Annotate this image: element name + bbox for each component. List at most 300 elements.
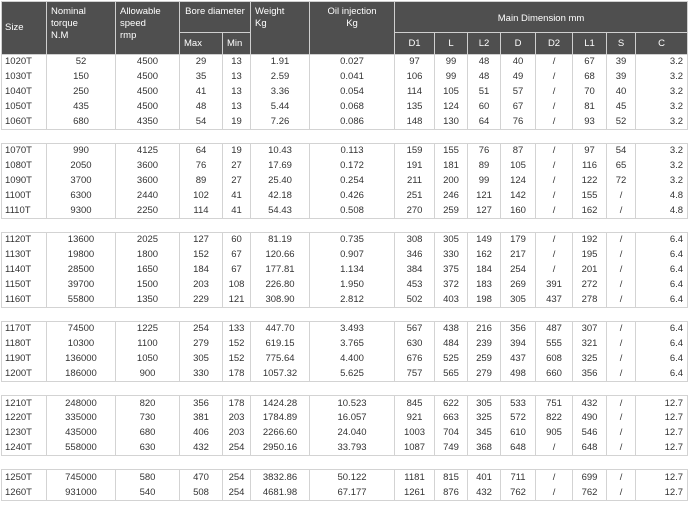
- cell-l2: 76: [468, 143, 501, 158]
- cell-l1: 432: [573, 396, 607, 411]
- cell-l1: 97: [573, 143, 607, 158]
- cell-d: 648: [501, 441, 536, 456]
- cell-allowable-speed: 3600: [116, 174, 180, 189]
- cell-d: 269: [501, 277, 536, 292]
- cell-d1: 211: [395, 174, 435, 189]
- allowable-speed-line-1: Allowable: [120, 6, 161, 17]
- cell-d: 87: [501, 143, 536, 158]
- cell-d2: /: [536, 263, 573, 278]
- cell-d: 572: [501, 411, 536, 426]
- cell-allowable-speed: 1650: [116, 263, 180, 278]
- cell-l: 704: [435, 426, 468, 441]
- cell-weight: 3832.86: [251, 470, 310, 485]
- cell-oil-injection: 0.054: [310, 85, 395, 100]
- col-header-s: S: [607, 33, 636, 55]
- cell-bore-min: 27: [223, 159, 251, 174]
- cell-l: 246: [435, 188, 468, 203]
- cell-l: 259: [435, 203, 468, 218]
- cell-d2: /: [536, 159, 573, 174]
- cell-bore-max: 381: [180, 411, 223, 426]
- cell-l1: 116: [573, 159, 607, 174]
- cell-l2: 239: [468, 337, 501, 352]
- cell-bore-max: 305: [180, 352, 223, 367]
- cell-s: /: [607, 352, 636, 367]
- cell-d: 437: [501, 352, 536, 367]
- cell-size: 1150T: [2, 277, 47, 292]
- cell-oil-injection: 0.508: [310, 203, 395, 218]
- cell-weight: 54.43: [251, 203, 310, 218]
- cell-nominal-torque: 250: [47, 85, 116, 100]
- cell-weight: 2950.16: [251, 441, 310, 456]
- cell-size: 1260T: [2, 485, 47, 500]
- cell-c: 3.2: [636, 85, 688, 100]
- cell-d1: 845: [395, 396, 435, 411]
- cell-s: /: [607, 441, 636, 456]
- cell-c: 3.2: [636, 159, 688, 174]
- cell-d2: /: [536, 188, 573, 203]
- cell-oil-injection: 16.057: [310, 411, 395, 426]
- cell-l2: 305: [468, 396, 501, 411]
- cell-d: 498: [501, 366, 536, 381]
- cell-size: 1250T: [2, 470, 47, 485]
- cell-d1: 1087: [395, 441, 435, 456]
- cell-l: 375: [435, 263, 468, 278]
- group-spacer: [2, 218, 688, 232]
- cell-bore-min: 203: [223, 411, 251, 426]
- cell-allowable-speed: 2250: [116, 203, 180, 218]
- group-spacer: [2, 382, 688, 396]
- cell-d2: 905: [536, 426, 573, 441]
- cell-bore-min: 254: [223, 485, 251, 500]
- cell-nominal-torque: 435000: [47, 426, 116, 441]
- col-header-d2: D2: [536, 33, 573, 55]
- cell-s: /: [607, 263, 636, 278]
- nominal-torque-line-1: Nominal: [51, 6, 86, 17]
- cell-c: 6.4: [636, 337, 688, 352]
- cell-d: 305: [501, 292, 536, 307]
- cell-bore-min: 152: [223, 352, 251, 367]
- cell-oil-injection: 0.254: [310, 174, 395, 189]
- cell-l1: 201: [573, 263, 607, 278]
- cell-weight: 1424.28: [251, 396, 310, 411]
- cell-allowable-speed: 1800: [116, 248, 180, 263]
- cell-weight: 2.59: [251, 70, 310, 85]
- cell-c: 6.4: [636, 366, 688, 381]
- cell-bore-max: 330: [180, 366, 223, 381]
- cell-oil-injection: 0.068: [310, 99, 395, 114]
- cell-l: 438: [435, 321, 468, 336]
- col-header-l1: L1: [573, 33, 607, 55]
- cell-nominal-torque: 990: [47, 143, 116, 158]
- cell-bore-min: 108: [223, 277, 251, 292]
- cell-allowable-speed: 540: [116, 485, 180, 500]
- cell-nominal-torque: 19800: [47, 248, 116, 263]
- cell-size: 1140T: [2, 263, 47, 278]
- cell-l: 200: [435, 174, 468, 189]
- cell-d2: 608: [536, 352, 573, 367]
- cell-bore-min: 254: [223, 470, 251, 485]
- cell-bore-min: 67: [223, 263, 251, 278]
- cell-size: 1240T: [2, 441, 47, 456]
- table-row: [2, 277, 688, 292]
- cell-l1: 278: [573, 292, 607, 307]
- cell-d1: 114: [395, 85, 435, 100]
- cell-d2: /: [536, 470, 573, 485]
- cell-size: 1090T: [2, 174, 47, 189]
- cell-l: 105: [435, 85, 468, 100]
- cell-bore-min: 13: [223, 55, 251, 70]
- cell-oil-injection: 0.027: [310, 55, 395, 70]
- cell-l: 155: [435, 143, 468, 158]
- table-row: [2, 337, 688, 352]
- table-row: [2, 99, 688, 114]
- cell-oil-injection: 33.793: [310, 441, 395, 456]
- cell-size: 1170T: [2, 321, 47, 336]
- col-header-bore-min: Min: [223, 33, 251, 55]
- cell-oil-injection: 5.625: [310, 366, 395, 381]
- cell-oil-injection: 3.765: [310, 337, 395, 352]
- cell-l: 565: [435, 366, 468, 381]
- cell-l2: 89: [468, 159, 501, 174]
- cell-oil-injection: 67.177: [310, 485, 395, 500]
- cell-allowable-speed: 1050: [116, 352, 180, 367]
- cell-d2: 751: [536, 396, 573, 411]
- cell-d1: 1003: [395, 426, 435, 441]
- cell-l1: 648: [573, 441, 607, 456]
- cell-c: 12.7: [636, 470, 688, 485]
- cell-l: 130: [435, 114, 468, 129]
- cell-size: 1070T: [2, 143, 47, 158]
- cell-oil-injection: 0.172: [310, 159, 395, 174]
- table-row: [2, 143, 688, 158]
- cell-d1: 1181: [395, 470, 435, 485]
- cell-l2: 48: [468, 55, 501, 70]
- cell-d: 356: [501, 321, 536, 336]
- table-row: [2, 55, 688, 70]
- cell-d1: 676: [395, 352, 435, 367]
- cell-d2: /: [536, 441, 573, 456]
- cell-l2: 64: [468, 114, 501, 129]
- cell-allowable-speed: 3600: [116, 159, 180, 174]
- cell-c: 3.2: [636, 99, 688, 114]
- cell-l1: 546: [573, 426, 607, 441]
- cell-bore-min: 13: [223, 85, 251, 100]
- col-header-allowable-speed: [116, 2, 180, 55]
- group-spacer-cell: [2, 456, 688, 470]
- table-row: [2, 352, 688, 367]
- cell-s: /: [607, 203, 636, 218]
- col-header-nominal-torque: [47, 2, 116, 55]
- cell-bore-min: 203: [223, 426, 251, 441]
- cell-allowable-speed: 4500: [116, 70, 180, 85]
- cell-bore-max: 127: [180, 232, 223, 247]
- cell-l1: 122: [573, 174, 607, 189]
- cell-size: 1120T: [2, 232, 47, 247]
- table-row: [2, 396, 688, 411]
- cell-allowable-speed: 4350: [116, 114, 180, 129]
- cell-bore-max: 48: [180, 99, 223, 114]
- cell-nominal-torque: 9300: [47, 203, 116, 218]
- cell-nominal-torque: 186000: [47, 366, 116, 381]
- cell-allowable-speed: 1100: [116, 337, 180, 352]
- cell-s: /: [607, 411, 636, 426]
- cell-size: 1210T: [2, 396, 47, 411]
- table-row: [2, 321, 688, 336]
- cell-s: 39: [607, 55, 636, 70]
- cell-l2: 99: [468, 174, 501, 189]
- cell-l1: 307: [573, 321, 607, 336]
- cell-s: 54: [607, 143, 636, 158]
- cell-d: 610: [501, 426, 536, 441]
- group-spacer: [2, 456, 688, 470]
- cell-l1: 321: [573, 337, 607, 352]
- col-header-d: D: [501, 33, 536, 55]
- cell-d: 49: [501, 70, 536, 85]
- cell-l: 99: [435, 55, 468, 70]
- cell-bore-max: 41: [180, 85, 223, 100]
- cell-l1: 155: [573, 188, 607, 203]
- cell-l1: 490: [573, 411, 607, 426]
- weight-label: Weight: [255, 6, 285, 17]
- cell-oil-injection: 4.400: [310, 352, 395, 367]
- cell-c: 3.2: [636, 114, 688, 129]
- cell-bore-min: 41: [223, 188, 251, 203]
- cell-d1: 106: [395, 70, 435, 85]
- cell-weight: 81.19: [251, 232, 310, 247]
- cell-d2: 437: [536, 292, 573, 307]
- cell-d2: 822: [536, 411, 573, 426]
- cell-size: 1230T: [2, 426, 47, 441]
- cell-bore-max: 184: [180, 263, 223, 278]
- cell-s: /: [607, 248, 636, 263]
- cell-bore-min: 60: [223, 232, 251, 247]
- cell-s: /: [607, 277, 636, 292]
- cell-l1: 195: [573, 248, 607, 263]
- cell-l1: 325: [573, 352, 607, 367]
- cell-weight: 25.40: [251, 174, 310, 189]
- cell-s: 45: [607, 99, 636, 114]
- cell-d2: /: [536, 70, 573, 85]
- cell-oil-injection: 50.122: [310, 470, 395, 485]
- cell-allowable-speed: 680: [116, 426, 180, 441]
- cell-bore-min: 254: [223, 441, 251, 456]
- cell-weight: 3.36: [251, 85, 310, 100]
- cell-d1: 191: [395, 159, 435, 174]
- cell-bore-max: 508: [180, 485, 223, 500]
- cell-allowable-speed: 820: [116, 396, 180, 411]
- cell-d2: /: [536, 143, 573, 158]
- cell-l2: 216: [468, 321, 501, 336]
- table-row: [2, 263, 688, 278]
- cell-c: 6.4: [636, 321, 688, 336]
- allowable-speed-line-2: speed: [120, 18, 146, 29]
- cell-size: 1160T: [2, 292, 47, 307]
- cell-allowable-speed: 4500: [116, 85, 180, 100]
- cell-oil-injection: 0.086: [310, 114, 395, 129]
- cell-c: 6.4: [636, 248, 688, 263]
- cell-d2: /: [536, 55, 573, 70]
- table-row: [2, 85, 688, 100]
- allowable-speed-unit: rmp: [120, 30, 137, 41]
- cell-c: 6.4: [636, 352, 688, 367]
- cell-bore-min: 13: [223, 99, 251, 114]
- cell-size: 1040T: [2, 85, 47, 100]
- cell-oil-injection: 24.040: [310, 426, 395, 441]
- group-spacer-cell: [2, 129, 688, 143]
- cell-s: /: [607, 426, 636, 441]
- cell-nominal-torque: 680: [47, 114, 116, 129]
- cell-oil-injection: 1.134: [310, 263, 395, 278]
- cell-d1: 270: [395, 203, 435, 218]
- cell-oil-injection: 0.041: [310, 70, 395, 85]
- cell-weight: 42.18: [251, 188, 310, 203]
- cell-bore-min: 133: [223, 321, 251, 336]
- group-spacer-cell: [2, 307, 688, 321]
- cell-oil-injection: 2.812: [310, 292, 395, 307]
- col-header-weight: [251, 2, 310, 55]
- weight-unit: Kg: [255, 18, 267, 29]
- cell-d1: 453: [395, 277, 435, 292]
- cell-c: 6.4: [636, 232, 688, 247]
- cell-l: 525: [435, 352, 468, 367]
- table-row: [2, 188, 688, 203]
- cell-l1: 699: [573, 470, 607, 485]
- table-row: [2, 232, 688, 247]
- cell-nominal-torque: 248000: [47, 396, 116, 411]
- cell-c: 3.2: [636, 70, 688, 85]
- cell-s: 40: [607, 85, 636, 100]
- cell-size: 1130T: [2, 248, 47, 263]
- cell-s: /: [607, 292, 636, 307]
- cell-d2: 391: [536, 277, 573, 292]
- cell-s: 52: [607, 114, 636, 129]
- cell-weight: 226.80: [251, 277, 310, 292]
- cell-l1: 81: [573, 99, 607, 114]
- cell-nominal-torque: 150: [47, 70, 116, 85]
- col-header-l2: L2: [468, 33, 501, 55]
- cell-l1: 68: [573, 70, 607, 85]
- col-header-oil-injection: [310, 2, 395, 55]
- cell-l2: 432: [468, 485, 501, 500]
- cell-allowable-speed: 1225: [116, 321, 180, 336]
- cell-allowable-speed: 2025: [116, 232, 180, 247]
- cell-d1: 567: [395, 321, 435, 336]
- cell-d1: 97: [395, 55, 435, 70]
- cell-nominal-torque: 558000: [47, 441, 116, 456]
- cell-l1: 162: [573, 203, 607, 218]
- cell-d1: 148: [395, 114, 435, 129]
- table-row: [2, 248, 688, 263]
- cell-s: /: [607, 337, 636, 352]
- cell-weight: 5.44: [251, 99, 310, 114]
- cell-bore-max: 152: [180, 248, 223, 263]
- cell-allowable-speed: 4500: [116, 55, 180, 70]
- cell-weight: 2266.60: [251, 426, 310, 441]
- cell-bore-min: 178: [223, 396, 251, 411]
- cell-bore-max: 102: [180, 188, 223, 203]
- cell-c: 12.7: [636, 426, 688, 441]
- table-row: [2, 70, 688, 85]
- cell-l1: 192: [573, 232, 607, 247]
- cell-weight: 17.69: [251, 159, 310, 174]
- cell-allowable-speed: 4125: [116, 143, 180, 158]
- cell-d1: 159: [395, 143, 435, 158]
- cell-l1: 356: [573, 366, 607, 381]
- col-header-l: L: [435, 33, 468, 55]
- cell-d: 124: [501, 174, 536, 189]
- col-header-d1: D1: [395, 33, 435, 55]
- cell-d: 217: [501, 248, 536, 263]
- cell-weight: 7.26: [251, 114, 310, 129]
- header-row-top: [2, 2, 688, 33]
- cell-l: 749: [435, 441, 468, 456]
- cell-d2: /: [536, 174, 573, 189]
- cell-bore-max: 432: [180, 441, 223, 456]
- cell-d1: 1261: [395, 485, 435, 500]
- cell-bore-max: 254: [180, 321, 223, 336]
- cell-size: 1220T: [2, 411, 47, 426]
- cell-s: 39: [607, 70, 636, 85]
- cell-nominal-torque: 6300: [47, 188, 116, 203]
- cell-bore-max: 279: [180, 337, 223, 352]
- table-row: [2, 441, 688, 456]
- cell-nominal-torque: 745000: [47, 470, 116, 485]
- cell-s: /: [607, 396, 636, 411]
- cell-c: 12.7: [636, 396, 688, 411]
- cell-c: 6.4: [636, 277, 688, 292]
- cell-l: 99: [435, 70, 468, 85]
- cell-d2: /: [536, 85, 573, 100]
- table-row: [2, 174, 688, 189]
- cell-l: 330: [435, 248, 468, 263]
- cell-d1: 135: [395, 99, 435, 114]
- group-spacer-cell: [2, 382, 688, 396]
- cell-d: 76: [501, 114, 536, 129]
- table-row: [2, 485, 688, 500]
- cell-size: 1080T: [2, 159, 47, 174]
- cell-d2: 660: [536, 366, 573, 381]
- cell-s: /: [607, 232, 636, 247]
- cell-nominal-torque: 52: [47, 55, 116, 70]
- cell-bore-max: 356: [180, 396, 223, 411]
- cell-oil-injection: 0.735: [310, 232, 395, 247]
- cell-l: 305: [435, 232, 468, 247]
- group-spacer-cell: [2, 218, 688, 232]
- cell-oil-injection: 0.426: [310, 188, 395, 203]
- table-row: [2, 203, 688, 218]
- cell-size: 1110T: [2, 203, 47, 218]
- cell-l: 876: [435, 485, 468, 500]
- cell-bore-min: 27: [223, 174, 251, 189]
- cell-d: 394: [501, 337, 536, 352]
- cell-oil-injection: 3.493: [310, 321, 395, 336]
- cell-c: 3.2: [636, 143, 688, 158]
- cell-s: /: [607, 470, 636, 485]
- cell-nominal-torque: 55800: [47, 292, 116, 307]
- cell-nominal-torque: 39700: [47, 277, 116, 292]
- cell-d1: 502: [395, 292, 435, 307]
- table-row: [2, 470, 688, 485]
- cell-d: 105: [501, 159, 536, 174]
- cell-weight: 308.90: [251, 292, 310, 307]
- cell-bore-max: 114: [180, 203, 223, 218]
- cell-d2: /: [536, 248, 573, 263]
- cell-bore-max: 406: [180, 426, 223, 441]
- cell-d2: 487: [536, 321, 573, 336]
- cell-allowable-speed: 1350: [116, 292, 180, 307]
- cell-bore-max: 35: [180, 70, 223, 85]
- cell-oil-injection: 0.113: [310, 143, 395, 158]
